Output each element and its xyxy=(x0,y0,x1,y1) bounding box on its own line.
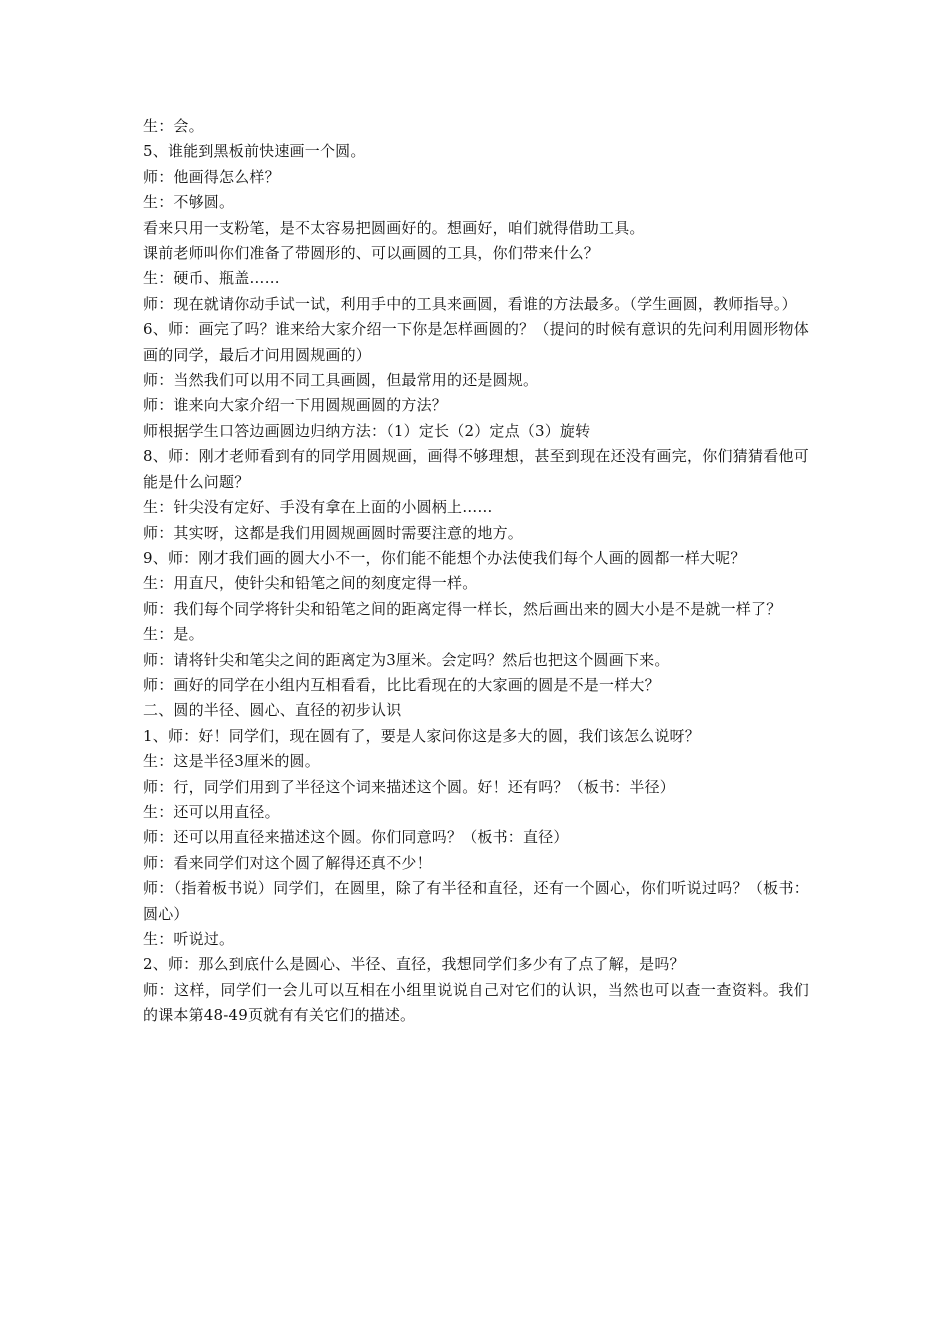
paragraph: 师：行，同学们用到了半径这个词来描述这个圆。好！还有吗？（板书：半径） xyxy=(143,777,676,796)
paragraph: 5、谁能到黑板前快速画一个圆。 xyxy=(143,142,366,161)
paragraph: 6、师：画完了吗？谁来给大家介绍一下你是怎样画圆的？（提问的时候有意识的先问利用圆形物体画的同学，最后才问用圆规画的） xyxy=(143,320,809,364)
paragraph: 师：我们每个同学将针尖和铅笔之间的距离定得一样长，然后画出来的圆大小是不是就一样了？ xyxy=(143,599,782,618)
paragraph: 9、师：刚才我们画的圆大小不一，你们能不能想个办法使我们每个人画的圆都一样大呢？ xyxy=(143,548,746,567)
paragraph: 师：画好的同学在小组内互相看看，比比看现在的大家画的圆是不是一样大？ xyxy=(143,675,660,694)
paragraph: 生：针尖没有定好、手没有拿在上面的小圆柄上…… xyxy=(143,498,493,517)
paragraph: 生：硬币、瓶盖…… xyxy=(143,269,280,288)
paragraph: 生：会。 xyxy=(143,117,204,135)
paragraph: 师：他画得怎么样？ xyxy=(143,167,280,186)
paragraph: 师：这样，同学们一会儿可以互相在小组里说说自己对它们的认识，当然也可以查一查资料。我们的课本第48-49页就有有关它们的描述。 xyxy=(143,980,809,1025)
paragraph: 师：其实呀，这都是我们用圆规画圆时需要注意的地方。 xyxy=(143,523,524,542)
paragraph: 生：不够圆。 xyxy=(143,193,235,212)
document-body xyxy=(143,114,809,1029)
paragraph: 2、师：那么到底什么是圆心、半径、直径，我想同学们多少有了点了解，是吗？ xyxy=(143,955,685,974)
paragraph: 师：还可以用直径来描述这个圆。你们同意吗？（板书：直径） xyxy=(143,828,569,847)
paragraph: 8、师：刚才老师看到有的同学用圆规画，画得不够理想，甚至到现在还没有画完，你们猜猜看他可能是什么问题？ xyxy=(143,447,809,491)
paragraph: 师：现在就请你动手试一试，利用手中的工具来画圆，看谁的方法最多。（学生画圆，教师指导。） xyxy=(143,294,797,313)
paragraph: 生：是。 xyxy=(143,625,204,644)
paragraph: 课前老师叫你们准备了带圆形的、可以画圆的工具，你们带来什么？ xyxy=(143,244,600,263)
paragraph: 看来只用一支粉笔，是不太容易把圆画好的。想画好，咱们就得借助工具。 xyxy=(143,218,645,237)
paragraph: 师：看来同学们对这个圆了解得还真不少！ xyxy=(143,853,432,872)
paragraph: 师根据学生口答边画圆边归纳方法：（1）定长（2）定点（3）旋转 xyxy=(143,421,591,440)
paragraph: 生：用直尺，使针尖和铅笔之间的刻度定得一样。 xyxy=(143,574,478,593)
paragraph: 1、师：好！同学们，现在圆有了，要是人家问你这是多大的圆，我们该怎么说呀？ xyxy=(143,726,700,745)
paragraph: 师：（指着板书说）同学们，在圆里，除了有半径和直径，还有一个圆心，你们听说过吗？（板书：圆心） xyxy=(143,879,809,923)
paragraph: 生：还可以用直径。 xyxy=(143,802,280,821)
paragraph: 生：这是半径3厘米的圆。 xyxy=(143,752,320,771)
section-heading: 二、圆的半径、圆心、直径的初步认识 xyxy=(143,701,402,720)
paragraph: 师：谁来向大家介绍一下用圆规画圆的方法？ xyxy=(143,396,448,415)
paragraph: 师：请将针尖和笔尖之间的距离定为3厘米。会定吗？然后也把这个圆画下来。 xyxy=(143,650,670,669)
paragraph: 师：当然我们可以用不同工具画圆，但最常用的还是圆规。 xyxy=(143,371,539,390)
paragraph: 生：听说过。 xyxy=(143,930,235,948)
